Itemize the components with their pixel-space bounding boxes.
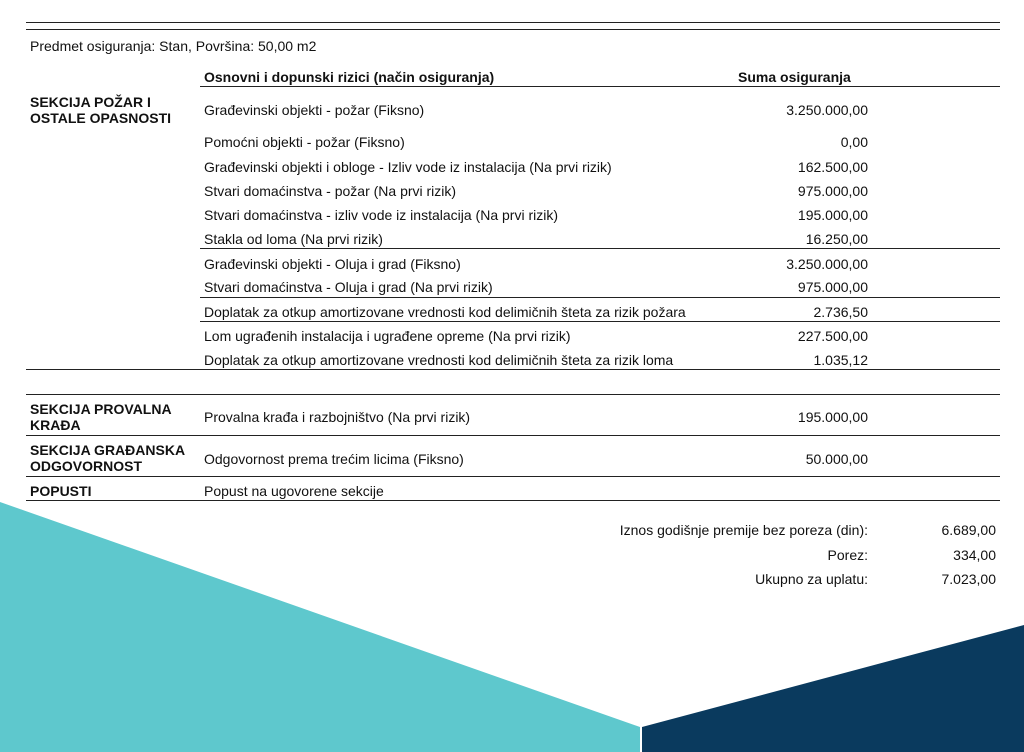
header-risks: Osnovni i dopunski rizici (način osiguranja)	[204, 69, 495, 85]
section-rule	[26, 500, 1000, 501]
fire-row-label: Građevinski objekti i obloge - Izliv vode iz instalacija (Na prvi rizik)	[204, 159, 612, 175]
tax-value: 334,00	[953, 547, 996, 563]
burglary-row-value: 195.000,00	[797, 409, 868, 425]
top-rule	[26, 22, 1000, 23]
fire-row-value: 195.000,00	[797, 207, 868, 223]
section-rule	[26, 394, 1000, 395]
fire-row-value: 227.500,00	[797, 328, 868, 344]
liability-row-label: Odgovornost prema trećim licima (Fiksno)	[204, 451, 464, 467]
section-burglary-title: SEKCIJA PROVALNA KRAĐA	[30, 401, 172, 433]
fire-row-label: Stakla od loma (Na prvi rizik)	[204, 231, 383, 247]
fire-row-label: Pomoćni objekti - požar (Fiksno)	[204, 134, 405, 150]
liability-row-value: 50.000,00	[805, 451, 868, 467]
header-rule	[200, 86, 1000, 87]
burglary-row-label: Provalna krađa i razbojništvo (Na prvi rizik)	[204, 409, 471, 425]
header-sum: Suma osiguranja	[738, 69, 851, 85]
subject-line: Predmet osiguranja: Stan, Površina: 50,00 m2	[30, 38, 317, 54]
total-label: Iznos godišnje premije bez poreza (din):	[619, 522, 868, 538]
fire-row-label: Stvari domaćinstva - Oluja i grad (Na prvi rizik)	[204, 279, 493, 295]
fire-row-label: Građevinski objekti - Oluja i grad (Fiksno)	[204, 256, 461, 272]
fire-row-value: 975.000,00	[797, 183, 868, 199]
fire-row-value: 0,00	[840, 134, 868, 150]
row-rule	[200, 248, 1000, 249]
fire-row-value: 162.500,00	[797, 159, 868, 175]
fire-row-value: 2.736,50	[813, 304, 868, 320]
grand-total-value: 7.023,00	[941, 571, 996, 587]
fire-row-label: Građevinski objekti - požar (Fiksno)	[204, 102, 425, 118]
fire-row-value: 1.035,12	[813, 352, 868, 368]
fire-row-label: Stvari domaćinstva - izliv vode iz instalacija (Na prvi rizik)	[204, 207, 558, 223]
fire-row-value: 975.000,00	[797, 279, 868, 295]
fire-row-value: 16.250,00	[805, 231, 868, 247]
row-rule	[200, 297, 1000, 298]
fire-row-label: Doplatak za otkup amortizovane vrednosti kod delimičnih šteta za rizik požara	[204, 304, 686, 320]
top-rule-second	[26, 29, 1000, 30]
total-value: 6.689,00	[941, 522, 996, 538]
fire-row-value: 3.250.000,00	[786, 256, 868, 272]
section-liability-title: SEKCIJA GRAĐANSKA ODGOVORNOST	[30, 442, 185, 474]
section-fire-title: SEKCIJA POŽAR I OSTALE OPASNOSTI	[30, 94, 172, 126]
tax-label: Porez:	[827, 547, 868, 563]
row-rule	[200, 321, 1000, 322]
fire-row-value: 3.250.000,00	[786, 102, 868, 118]
section-rule	[26, 435, 1000, 436]
fire-row-label: Stvari domaćinstva - požar (Na prvi rizik)	[204, 183, 457, 199]
grand-total-label: Ukupno za uplatu:	[755, 571, 868, 587]
fire-row-label: Doplatak za otkup amortizovane vrednosti kod delimičnih šteta za rizik loma	[204, 352, 674, 368]
fire-row-label: Lom ugrađenih instalacija i ugrađene opreme (Na prvi rizik)	[204, 328, 571, 344]
section-rule	[26, 476, 1000, 477]
section-discounts-title: POPUSTI	[30, 483, 92, 499]
discount-row-label: Popust na ugovorene sekcije	[204, 483, 384, 499]
section-rule	[26, 369, 1000, 370]
